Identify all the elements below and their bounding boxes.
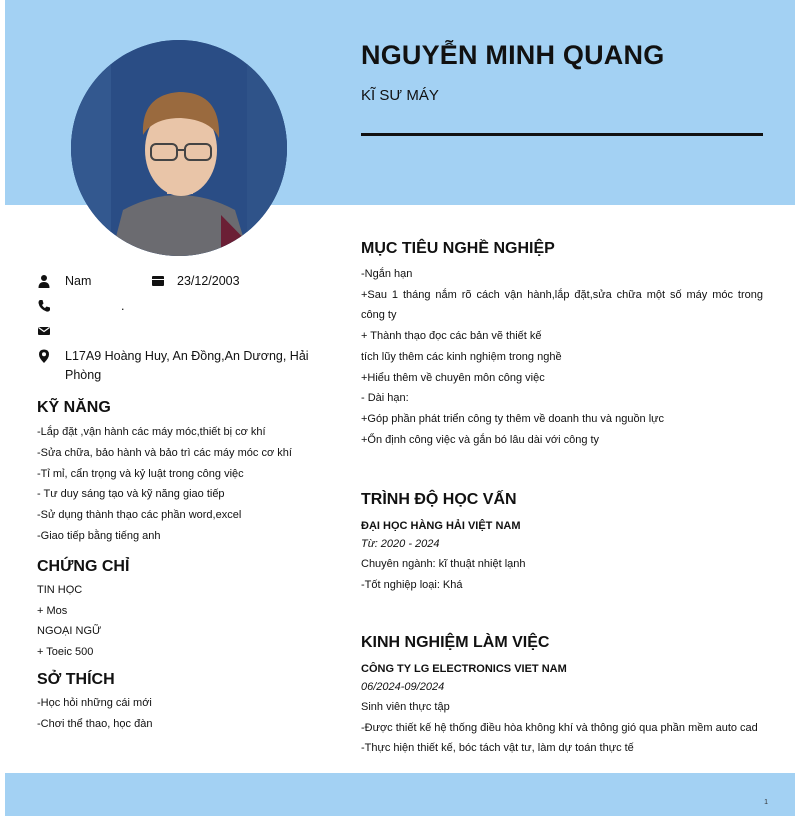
education-title: TRÌNH ĐỘ HỌC VẤN [361,491,517,508]
list-item: -Thực hiện thiết kế, bóc tách vật tư, làm dự toán thực tế [361,742,634,754]
list-item: + Toeic 500 [37,646,94,659]
education-major: Chuyên ngành: kĩ thuật nhiệt lạnh [361,558,526,570]
location-icon [37,349,51,363]
objective-title: MỤC TIÊU NGHỀ NGHIỆP [361,240,555,257]
page-number: 1 [764,799,768,806]
school-name: ĐẠI HỌC HÀNG HẢI VIỆT NAM [361,520,521,532]
list-item: +Sau 1 tháng nắm rõ cách vận hành,lắp đặt,sửa chữa một số máy móc trong công ty [361,288,763,322]
header-divider [361,133,763,136]
list-item: -Sử dụng thành thạo các phần word,excel [37,509,242,522]
list-item: +Góp phần phát triển công ty thêm về doanh thu và nguồn lực [361,412,665,425]
list-item: -Được thiết kế hệ thống điều hòa không khí và thông gió qua phần mềm auto cad [361,721,758,734]
email-icon [37,324,51,338]
hobbies-list [37,693,317,735]
gender-value: Nam [65,274,92,288]
company-name: CÔNG TY LG ELECTRONICS VIET NAM [361,663,567,675]
candidate-name: NGUYỄN MINH QUANG [361,40,665,70]
skills-title: KỸ NĂNG [37,399,111,416]
experience-title: KINH NGHIỆM LÀM VIỆC [361,634,550,651]
list-item: - Dài hạn: [361,392,409,405]
job-title: KĨ SƯ MÁY [361,87,439,104]
list-item: -Sửa chữa, bảo hành và bảo trì các máy móc cơ khí [37,446,292,459]
email-row [37,322,317,347]
list-item: tích lũy thêm các kinh nghiệm trong nghề [361,350,562,363]
skills-list [37,422,317,547]
phone-icon [37,299,51,313]
list-item: -Lắp đặt ,vận hành các máy móc,thiết bị cơ khí [37,426,266,438]
list-item: NGOẠI NGỮ [37,625,102,638]
experience-section [361,634,763,759]
list-item: +Hiểu thêm về chuyên môn công việc [361,371,545,384]
objective-section [361,240,763,450]
footer-band [5,773,795,816]
list-item: -Giao tiếp bằng tiếng anh [37,529,161,542]
list-item: - Tư duy sáng tạo và kỹ năng giao tiếp [37,488,225,501]
list-item: -Chơi thể thao, học đàn [37,717,153,730]
list-item: + Mos [37,604,68,617]
certificates-list [37,580,317,663]
phone-value: . [121,299,125,313]
list-item: + Thành thạo đọc các bản vẽ thiết kế [361,330,542,343]
person-icon [37,274,51,288]
hobbies-title: SỞ THÍCH [37,670,115,688]
education-grade: -Tốt nghiệp loại: Khá [361,578,463,591]
experience-period: 06/2024-09/2024 [361,681,445,693]
certificates-title: CHỨNG CHỈ [37,557,130,575]
calendar-icon [151,274,165,288]
gender-dob-row [37,272,317,297]
address-value: L17A9 Hoàng Huy, An Đồng,An Dương, Hải Phòng [65,349,309,382]
list-item: Sinh viên thực tập [361,701,450,713]
dob-value: 23/12/2003 [177,274,240,288]
list-item: -Tỉ mỉ, cẩn trọng và kỷ luật trong công việc [37,467,244,480]
list-item: -Học hỏi những cái mới [37,696,152,709]
profile-photo [71,40,287,256]
education-section [361,491,763,595]
phone-row [37,297,317,322]
list-item: TIN HỌC [37,583,83,596]
left-column [37,272,317,735]
list-item: -Ngắn hạn [361,268,413,280]
address-row [37,347,317,385]
list-item: +Ổn định công việc và gắn bó lâu dài với công ty [361,433,600,446]
education-period: Từ: 2020 - 2024 [361,538,440,550]
